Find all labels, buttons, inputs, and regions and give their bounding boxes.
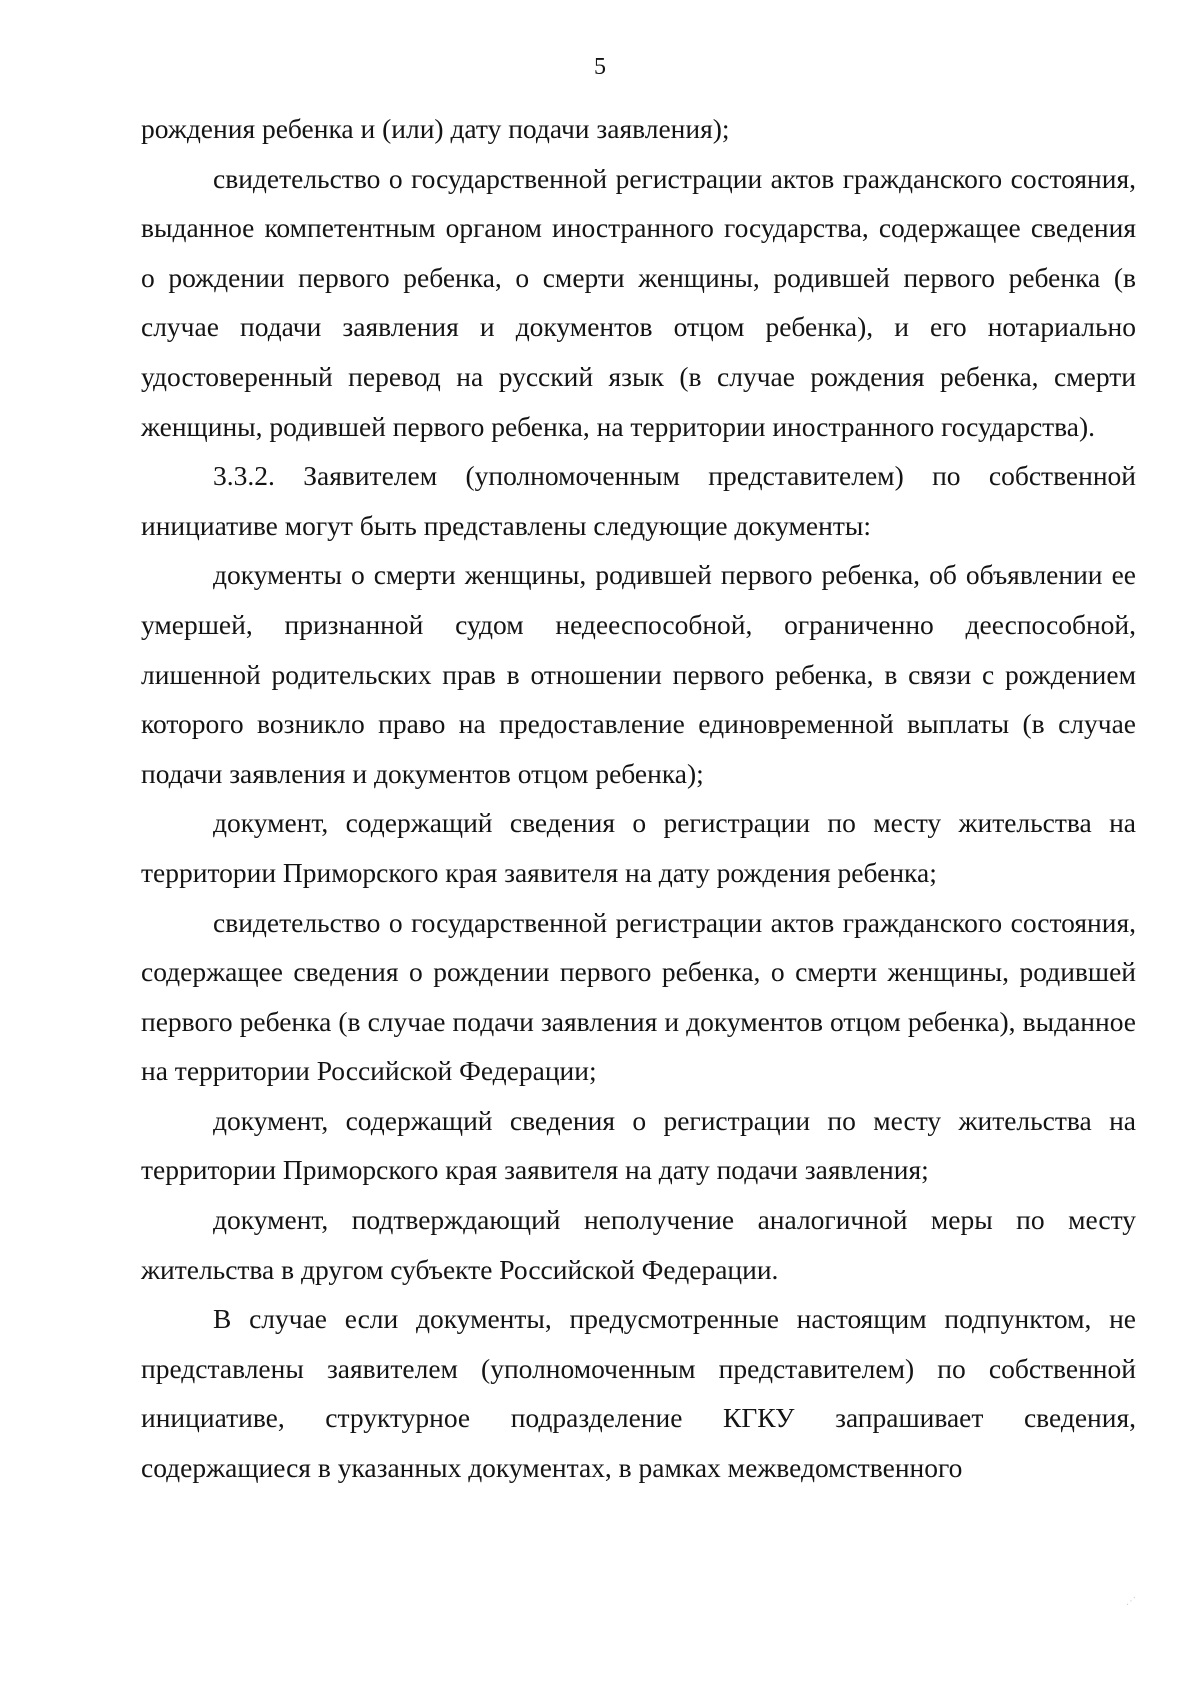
paragraph-foreign-certificate: свидетельство о государственной регистрации актов гражданского состояния, выданное компетентным органом иностранного государства, содержащее сведения о рождении первого ребенка, о смерти женщины, родившей первого ребенка (в случае подачи заявления и документов отцом ребенка), и его нотариально удостоверенный перевод на русский язык (в случае рождения ребенка, смерти женщины, родившей первого ребенка, на территории иностранного государства). [141,162,1136,442]
paragraph-section-3-3-2: 3.3.2. Заявителем (уполномоченным представителем) по собственной инициативе могут быть представлены следующие документы: [141,460,1136,541]
paragraph-interagency-request: В случае если документы, предусмотренные настоящим подпунктом, не представлены заявителем (уполномоченным представителем) по собственной инициативе, структурное подразделение КГКУ запрашивает сведения, содержащиеся в указанных документах, в рамках межведомственного [141,1303,1136,1484]
document-body [141,104,1136,1493]
paragraph-registration-application-date: документ, содержащий сведения о регистрации по месту жительства на территории Приморского края заявителя на дату подачи заявления; [141,1104,1136,1186]
paragraph-continuation: рождения ребенка и (или) дату подачи заявления); [141,113,730,144]
page-number: 5 [594,54,606,80]
paragraph-death-documents: документы о смерти женщины, родившей первого ребенка, об объявлении ее умершей, признанной судом недееспособной, ограниченно дееспособной, лишенной родительских прав в отношении первого ребенка, в связи с рождением которого возникло право на предоставление единовременной выплаты (в случае подачи заявления и документов отцом ребенка); [141,559,1136,789]
paragraph-non-receipt-document: документ, подтверждающий неполучение аналогичной меры по месту жительства в другом субъекте Российской Федерации. [141,1204,1136,1285]
paragraph-russian-certificate: свидетельство о государственной регистрации актов гражданского состояния, содержащее сведения о рождении первого ребенка, о смерти женщины, родившей первого ребенка (в случае подачи заявления и документов отцом ребенка), выданное на территории Российской Федерации; [141,906,1136,1087]
paragraph-registration-birth-date: документ, содержащий сведения о регистрации по месту жительства на территории Приморского края заявителя на дату рождения ребенка; [141,807,1136,888]
scan-artifact: ⋰ [1126,1596,1136,1607]
